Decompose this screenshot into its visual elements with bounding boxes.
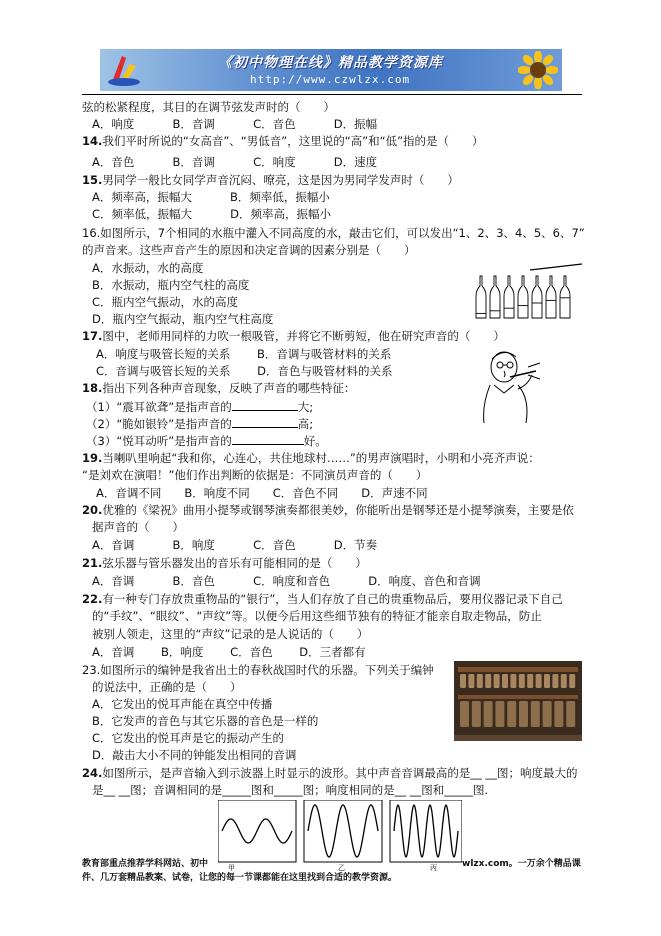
- wave-label-bing: 丙: [430, 864, 437, 872]
- line-text: D．瓶内空气振动，瓶内空气柱高度: [92, 312, 274, 326]
- sunflower-icon: [518, 51, 558, 89]
- text-line: [82, 766, 578, 780]
- text-line: [86, 416, 313, 431]
- text-line: [82, 226, 585, 240]
- text-line: [82, 329, 505, 343]
- text-line: [92, 538, 377, 552]
- line-text: B．它发声的音色与其它乐器的音色是一样的: [92, 714, 319, 728]
- line-text: A．音调 B．响度 C．音色 D．节奏: [92, 538, 378, 552]
- bell: [485, 674, 491, 688]
- line-text: 我们平时所说的“女高音”、“男低音”，这里说的“高”和“低”指的是（ ）: [102, 134, 484, 148]
- line-text: C．瓶内空气振动，水的高度: [92, 295, 239, 309]
- site-url[interactable]: http://www.czwlzx.com: [250, 73, 411, 86]
- line-text: 的声音来。这些声音产生的原因和决定音调的因素分别是（ ）: [82, 243, 416, 257]
- bell: [536, 674, 542, 688]
- text-line: [86, 433, 327, 448]
- text-line: [92, 574, 481, 588]
- text-line: [82, 556, 367, 570]
- bell: [477, 674, 483, 688]
- line-text: 有一种专门存放贵重物品的“银行”，当人们存放了自己的贵重物品后，要用仪器记录下自己: [102, 592, 563, 606]
- text-line: [82, 100, 335, 114]
- question-number: 22.: [82, 592, 103, 606]
- text-line: [92, 117, 377, 131]
- text-line: [96, 347, 391, 361]
- line-text: A．音调 B．响度 C．音色 D．三者都有: [92, 645, 366, 659]
- line-text: A．频率高，振幅大 B．频率低，振幅小: [92, 190, 330, 204]
- text-line: [92, 609, 542, 623]
- bottle: [560, 276, 570, 318]
- text-line: [92, 520, 184, 534]
- bell: [460, 674, 466, 688]
- bell: [519, 701, 528, 727]
- bell: [495, 701, 504, 727]
- text-line: [96, 364, 393, 378]
- line-text: 如图所示，是声音输入到示波器上时显示的波形。其中声音音调最高的是__ __图；响度最大的: [102, 766, 578, 780]
- answer-blank[interactable]: [232, 416, 298, 428]
- site-logo-icon: [106, 52, 142, 88]
- text-line: [82, 468, 427, 482]
- text-line: [92, 190, 330, 204]
- bottle: [504, 276, 514, 318]
- question-number: 21.: [82, 556, 103, 570]
- line-text: D．敲击大小不同的钟能发出相同的音调: [92, 748, 297, 762]
- bottle: [532, 276, 542, 318]
- question-number: 20.: [82, 503, 103, 517]
- bell: [544, 674, 550, 688]
- text-line: [92, 731, 284, 745]
- bell: [494, 674, 500, 688]
- bianzhong-bells-figure: [454, 661, 582, 741]
- bell: [472, 701, 481, 727]
- question-number: 19.: [82, 451, 103, 465]
- text-line: [92, 261, 203, 275]
- bell: [460, 701, 469, 727]
- line-text: A．响度 B．音调 C．音色 D．振幅: [92, 117, 378, 131]
- text-line: [92, 312, 273, 326]
- line-text: 的“手纹”、“眼纹”、“声纹”等。以便今后用这些细节独有的特征才能亲自取走物品，防止: [92, 609, 542, 623]
- bell: [543, 701, 552, 727]
- text-line: [92, 295, 238, 309]
- line-text: A．响度与吸管长短的关系 B．音调与吸管材料的关系: [96, 347, 392, 361]
- footer-line2: 件、几万套精品教案、试卷，让您的每一节课都能在这里找到合适的教学资源。: [82, 873, 398, 883]
- text-line: [82, 451, 540, 465]
- site-title: 《初中物理在线》精品教学资源库: [218, 55, 443, 71]
- line-text: A．音调 B．音色 C．响度和音色 D．响度、音色和音调: [92, 574, 481, 588]
- line-text: 被别人领走，这里的“声纹”记录的是人说话的（ ）: [92, 627, 369, 641]
- line-text: A．音调不同 B．响度不同 C．音色不同 D．声速不同: [96, 486, 428, 500]
- footer-line1-right: wlzx.com。一万余个精品课: [462, 859, 581, 869]
- line-text: 优雅的《梁祝》曲用小提琴或钢琴演奏都很美妙，你能听出是钢琴还是小提琴演奏，主要是依: [102, 503, 574, 517]
- oscilloscope-waves-figure: [218, 800, 462, 872]
- text-line: [92, 278, 249, 292]
- question-number: 18.: [82, 381, 103, 395]
- text-line: [86, 399, 313, 414]
- line-text: 指出下列各种声音现象，反映了声音的哪些特征：: [102, 381, 356, 395]
- answer-blank[interactable]: [232, 433, 304, 445]
- text-line: [92, 714, 318, 728]
- text-line: [92, 645, 366, 659]
- header-rule: [82, 94, 582, 95]
- line-text: （3）“悦耳动听”是指声音的: [86, 434, 232, 448]
- line-text: 弦的松紧程度，其目的在调节弦发声时的（ ）: [82, 100, 335, 114]
- line-text-after: 大;: [297, 400, 314, 414]
- bottle: [546, 276, 556, 318]
- text-line: [82, 243, 416, 257]
- line-text: A．它发出的悦耳声能在真空中传播: [92, 697, 273, 711]
- answer-blank[interactable]: [232, 399, 298, 411]
- footer-line1-left: 教育部重点推荐学科网站、初中: [82, 859, 209, 869]
- text-line: [92, 680, 242, 694]
- question-number: 24.: [82, 766, 103, 780]
- bell: [554, 701, 563, 727]
- line-text: B．水振动，瓶内空气柱的高度: [92, 278, 250, 292]
- text-line: [82, 592, 563, 606]
- bottle: [490, 276, 500, 318]
- line-text: C．频率低，振幅大 D．频率高，振幅小: [92, 207, 332, 221]
- question-number: 15.: [82, 173, 103, 187]
- bottle: [476, 276, 486, 318]
- bell: [510, 674, 516, 688]
- text-line: [82, 134, 484, 148]
- bell: [531, 701, 540, 727]
- text-line: [82, 173, 459, 187]
- text-line: [96, 486, 428, 500]
- line-text: 是__ __图；音调相同的是_____图和_____图；响度相同的是__ __图和_____图.: [92, 783, 489, 797]
- bell: [519, 674, 525, 688]
- question-number: 17.: [82, 329, 103, 343]
- bell: [552, 674, 558, 688]
- text-line: [92, 155, 377, 169]
- bottle: [518, 276, 528, 318]
- text-line: [92, 783, 488, 797]
- bell: [527, 674, 533, 688]
- line-text: 弦乐器与管乐器发出的音乐有可能相同的是（ ）: [102, 556, 367, 570]
- line-text-after: 好。: [303, 434, 327, 448]
- line-text: A．音色 B．音调 C．响度 D．速度: [92, 155, 378, 169]
- line-text: C．音调与吸管长短的关系 D．音色与吸管材料的关系: [96, 364, 393, 378]
- line-text: 图中，老师用同样的力吹一根吸管，并将它不断剪短，他在研究声音的（ ）: [102, 329, 505, 343]
- text-line: [82, 663, 434, 677]
- bell: [561, 674, 567, 688]
- line-text: 当喇叭里响起“我和你，心连心，共住地球村……”的男声演唱时，小明和小亮齐声说：: [102, 451, 540, 465]
- text-line: [82, 381, 355, 395]
- bell: [507, 701, 516, 727]
- text-line: [92, 748, 296, 762]
- line-text: A．水振动，水的高度: [92, 261, 204, 275]
- water-bottles-figure: [472, 262, 584, 322]
- line-text: C．它发出的悦耳声是它的振动产生的: [92, 731, 285, 745]
- line-text: 的说法中，正确的是（ ）: [92, 680, 242, 694]
- text-line: [92, 207, 331, 221]
- header-banner: [100, 49, 562, 91]
- text-line: [92, 697, 272, 711]
- line-text: （2）“脆如银铃”是指声音的: [86, 417, 232, 431]
- line-text: 据声音的（ ）: [92, 520, 184, 534]
- text-line: [82, 503, 574, 517]
- line-text: （1）“震耳欲聋”是指声音的: [86, 400, 232, 414]
- bell: [468, 674, 474, 688]
- bell: [569, 674, 575, 688]
- line-text: 23.如图所示的编钟是我省出土的春秋战国时代的乐器。下列关于编钟: [82, 663, 434, 677]
- bell: [502, 674, 508, 688]
- line-text: 16.如图所示，7个相同的水瓶中灌入不同高度的水，敲击它们，可以发出“1、2、3、4、5、6、7”: [82, 226, 585, 240]
- line-text: “是刘欢在演唱！”他们作出判断的依据是：不同演员声音的（ ）: [82, 468, 428, 482]
- bell: [484, 701, 493, 727]
- wave-label-jia: 甲: [228, 864, 235, 872]
- wave-label-yi: 乙: [338, 864, 345, 872]
- question-number: 14.: [82, 134, 103, 148]
- line-text-after: 高;: [297, 417, 314, 431]
- teacher-straw-figure: [474, 345, 544, 423]
- line-text: 男同学一般比女同学声音沉闷、嘹亮，这是因为男同学发声时（ ）: [102, 173, 459, 187]
- text-line: [92, 627, 368, 641]
- bell: [566, 701, 575, 727]
